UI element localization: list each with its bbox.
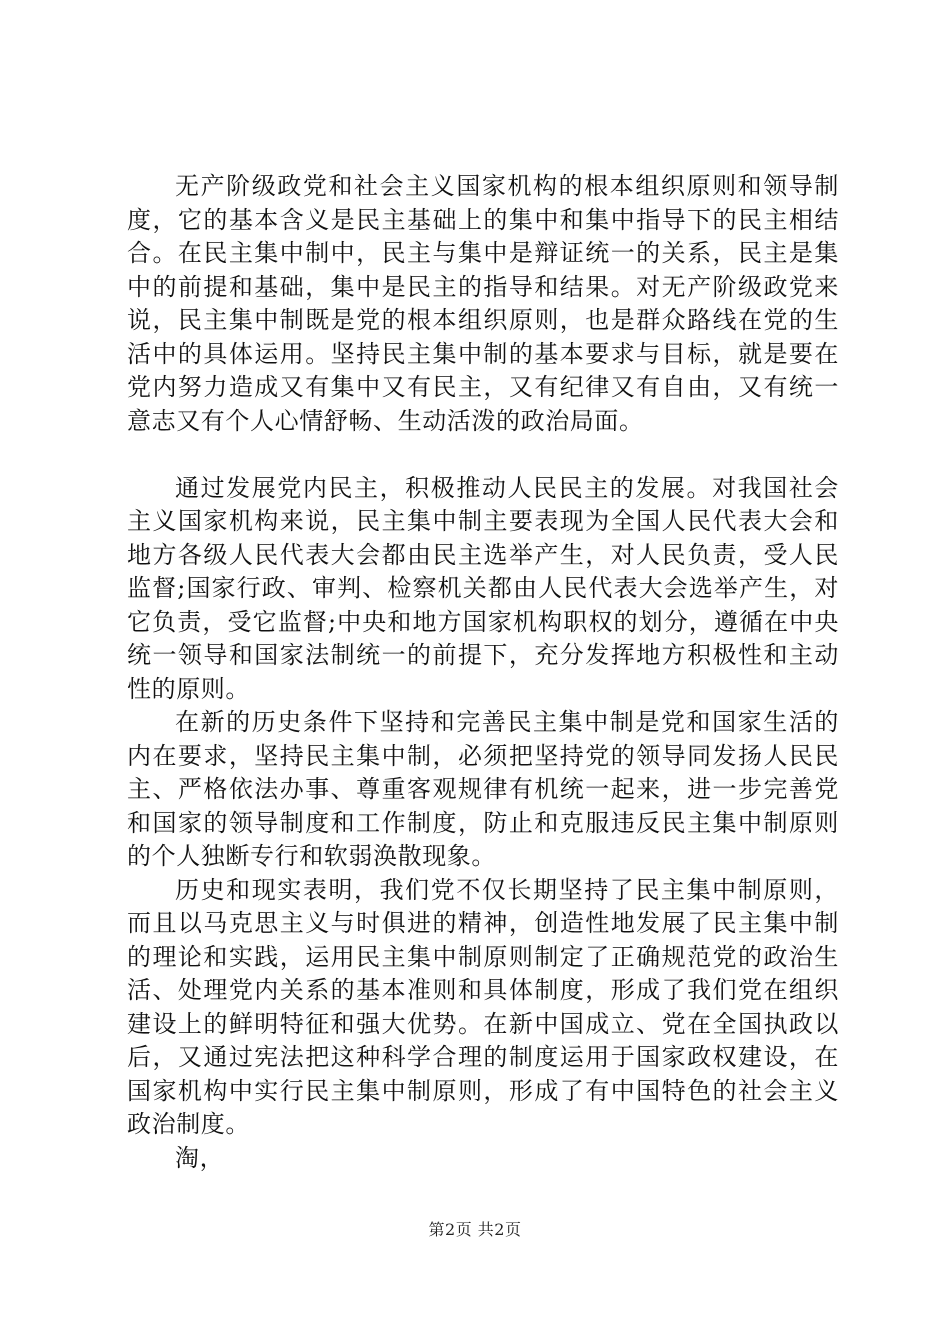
page-footer: 第2页 共2页 [428, 1220, 522, 1239]
paragraph-1: 无产阶级政党和社会主义国家机构的根本组织原则和领导制度，它的基本含义是民主基础上的集中和集中指导下的民主相结合。在民主集中制中，民主与集中是辩证统一的关系，民主是集中的前提和基础，集中是民主的指导和结果。对无产阶级政党来说，民主集中制既是党的根本组织原则，也是群众路线在党的生活中的具体运用。坚持民主集中制的基本要求与目标，就是要在党内努力造成又有集中又有民主，又有纪律又有自由，又有统一意志又有个人心情舒畅、生动活泼的政治局面。 [127, 172, 839, 435]
paragraph-4: 历史和现实表明，我们党不仅长期坚持了民主集中制原则，而且以马克思主义与时俱进的精神，创造性地发展了民主集中制的理论和实践，运用民主集中制原则制定了正确规范党的政治生活、处理党内关系的基本准则和具体制度，形成了我们党在组织建设上的鲜明特征和强大优势。在新中国成立、党在全国执政以后，又通过宪法把这种科学合理的制度运用于国家政权建设，在国家机构中实行民主集中制原则，形成了有中国特色的社会主义政治制度。 [127, 875, 839, 1138]
paragraph-3: 在新的历史条件下坚持和完善民主集中制是党和国家生活的内在要求，坚持民主集中制，必须把坚持党的领导同发扬人民民主、严格依法办事、尊重客观规律有机统一起来，进一步完善党和国家的领导制度和工作制度，防止和克服违反民主集中制原则的个人独断专行和软弱涣散现象。 [127, 708, 839, 870]
paragraph-5: 淘， [175, 1143, 225, 1172]
document-body [127, 170, 839, 1175]
paragraph-2: 通过发展党内民主，积极推动人民民主的发展。对我国社会主义国家机构来说，民主集中制主要表现为全国人民代表大会和地方各级人民代表大会都由民主选举产生，对人民负责，受人民监督;国家行政、审判、检察机关都由人民代表大会选举产生，对它负责，受它监督;中央和地方国家机构职权的划分，遵循在中央统一领导和国家法制统一的前提下，充分发挥地方积极性和主动性的原则。 [127, 473, 839, 703]
